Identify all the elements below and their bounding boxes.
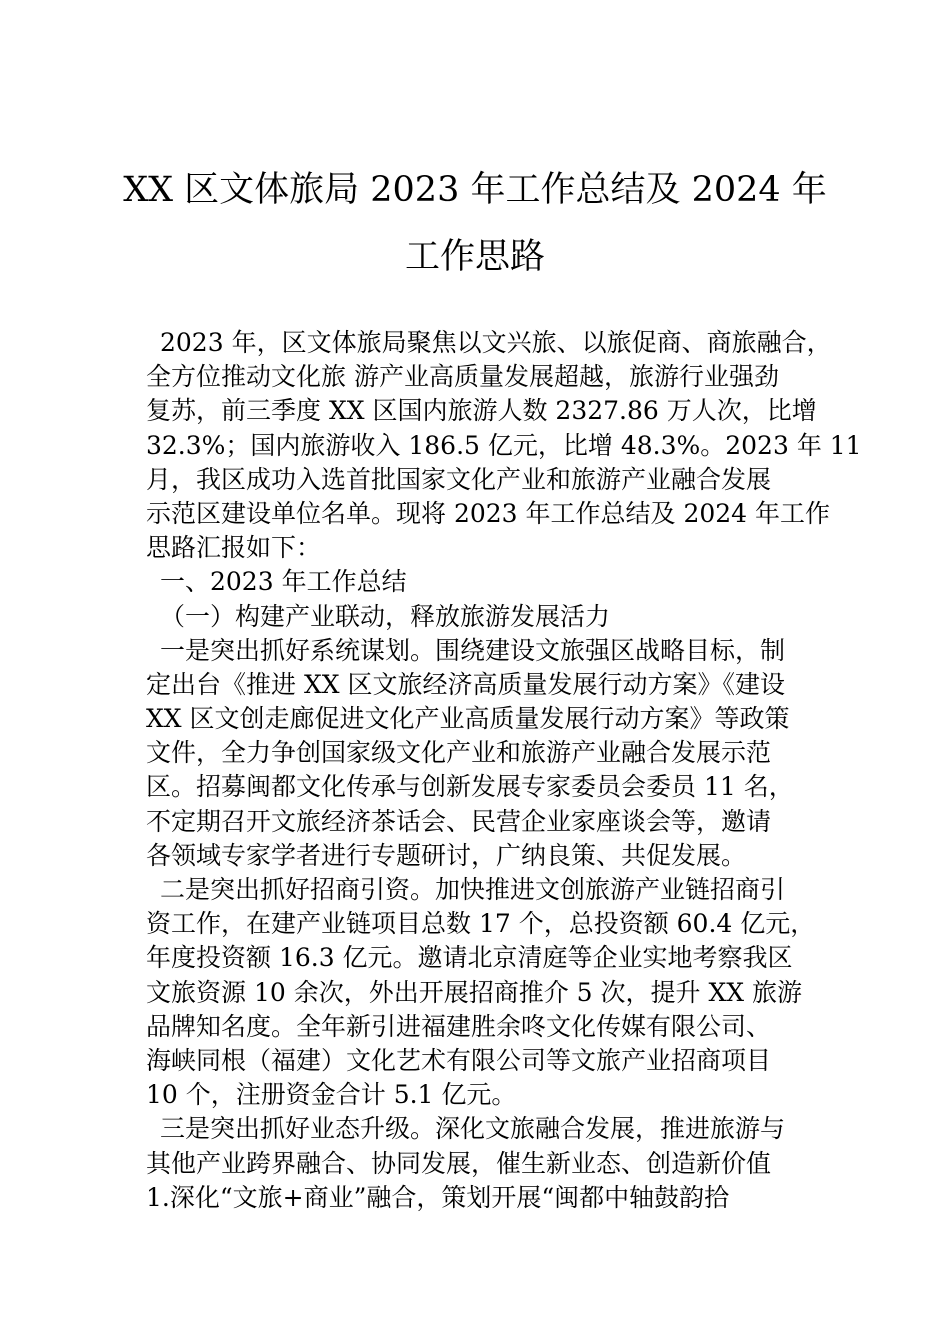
paragraph-line: 复苏，前三季度 XX 区国内旅游人数 2327.86 万人次，比增 (146, 396, 817, 426)
paragraph-line: 10 个，注册资金合计 5.1 亿元。 (146, 1080, 517, 1110)
paragraph-line: 文件，全力争创国家级文化产业和旅游产业融合发展示范 (146, 738, 772, 768)
paragraph-line: 各领域专家学者进行专题研讨，广纳良策、共促发展。 (146, 840, 747, 870)
document-body (146, 326, 862, 1215)
paragraph-line: 32.3%；国内旅游收入 186.5 亿元，比增 48.3%。2023 年 11 (146, 430, 862, 460)
paragraph-line: 全方位推动文化旅 游产业高质量发展超越，旅游行业强劲 (146, 362, 779, 392)
paragraph-line: 不定期召开文旅经济茶话会、民营企业家座谈会等，邀请 (146, 806, 772, 836)
paragraph-line: 海峡同根（福建）文化艺术有限公司等文旅产业招商项目 (146, 1045, 772, 1075)
paragraph-line: 1.深化“文旅+商业”融合，策划开展“闽都中轴鼓韵拾 (146, 1182, 730, 1212)
document-title-line2: 工作思路 (404, 237, 545, 277)
paragraph-line: 资工作，在建产业链项目总数 17 个，总投资额 60.4 亿元， (146, 909, 816, 939)
paragraph-line: 示范区建设单位名单。现将 2023 年工作总结及 2024 年工作 (146, 498, 831, 528)
paragraph-line: 二是突出抓好招商引资。加快推进文创旅游产业链招商引 (160, 875, 786, 904)
paragraph-line: 区。招募闽都文化传承与创新发展专家委员会委员 11 名， (146, 772, 794, 802)
paragraph-line: 月，我区成功入选首批国家文化产业和旅游产业融合发展 (146, 464, 772, 494)
document-title-line1: XX 区文体旅局 2023 年工作总结及 2024 年 (123, 170, 827, 210)
paragraph-line: 品牌知名度。全年新引进福建胜余咚文化传媒有限公司、 (146, 1011, 772, 1041)
paragraph-line: 文旅资源 10 余次，外出开展招商推介 5 次，提升 XX 旅游 (146, 977, 802, 1007)
paragraph-line: 三是突出抓好业态升级。深化文旅融合发展，推进旅游与 (160, 1114, 786, 1144)
paragraph-line: 其他产业跨界融合、协同发展，催生新业态、创造新价值 (146, 1148, 772, 1178)
paragraph-line: 一是突出抓好系统谋划。围绕建设文旅强区战略目标，制 (160, 635, 786, 665)
paragraph-line: XX 区文创走廊促进文化产业高质量发展行动方案》等政策 (146, 704, 790, 734)
paragraph-line: 2023 年，区文体旅局聚焦以文兴旅、以旅促商、商旅融合， (160, 328, 832, 357)
paragraph-line: 年度投资额 16.3 亿元。邀请北京清庭等企业实地考察我区 (146, 943, 793, 973)
subsection-heading: （一）构建产业联动，释放旅游发展活力 (160, 601, 611, 631)
paragraph-line: 定出台《推进 XX 区文旅经济高质量发展行动方案》《建设 (146, 669, 785, 699)
section-heading: 一、2023 年工作总结 (160, 567, 407, 597)
paragraph-line: 思路汇报如下： (146, 533, 322, 563)
